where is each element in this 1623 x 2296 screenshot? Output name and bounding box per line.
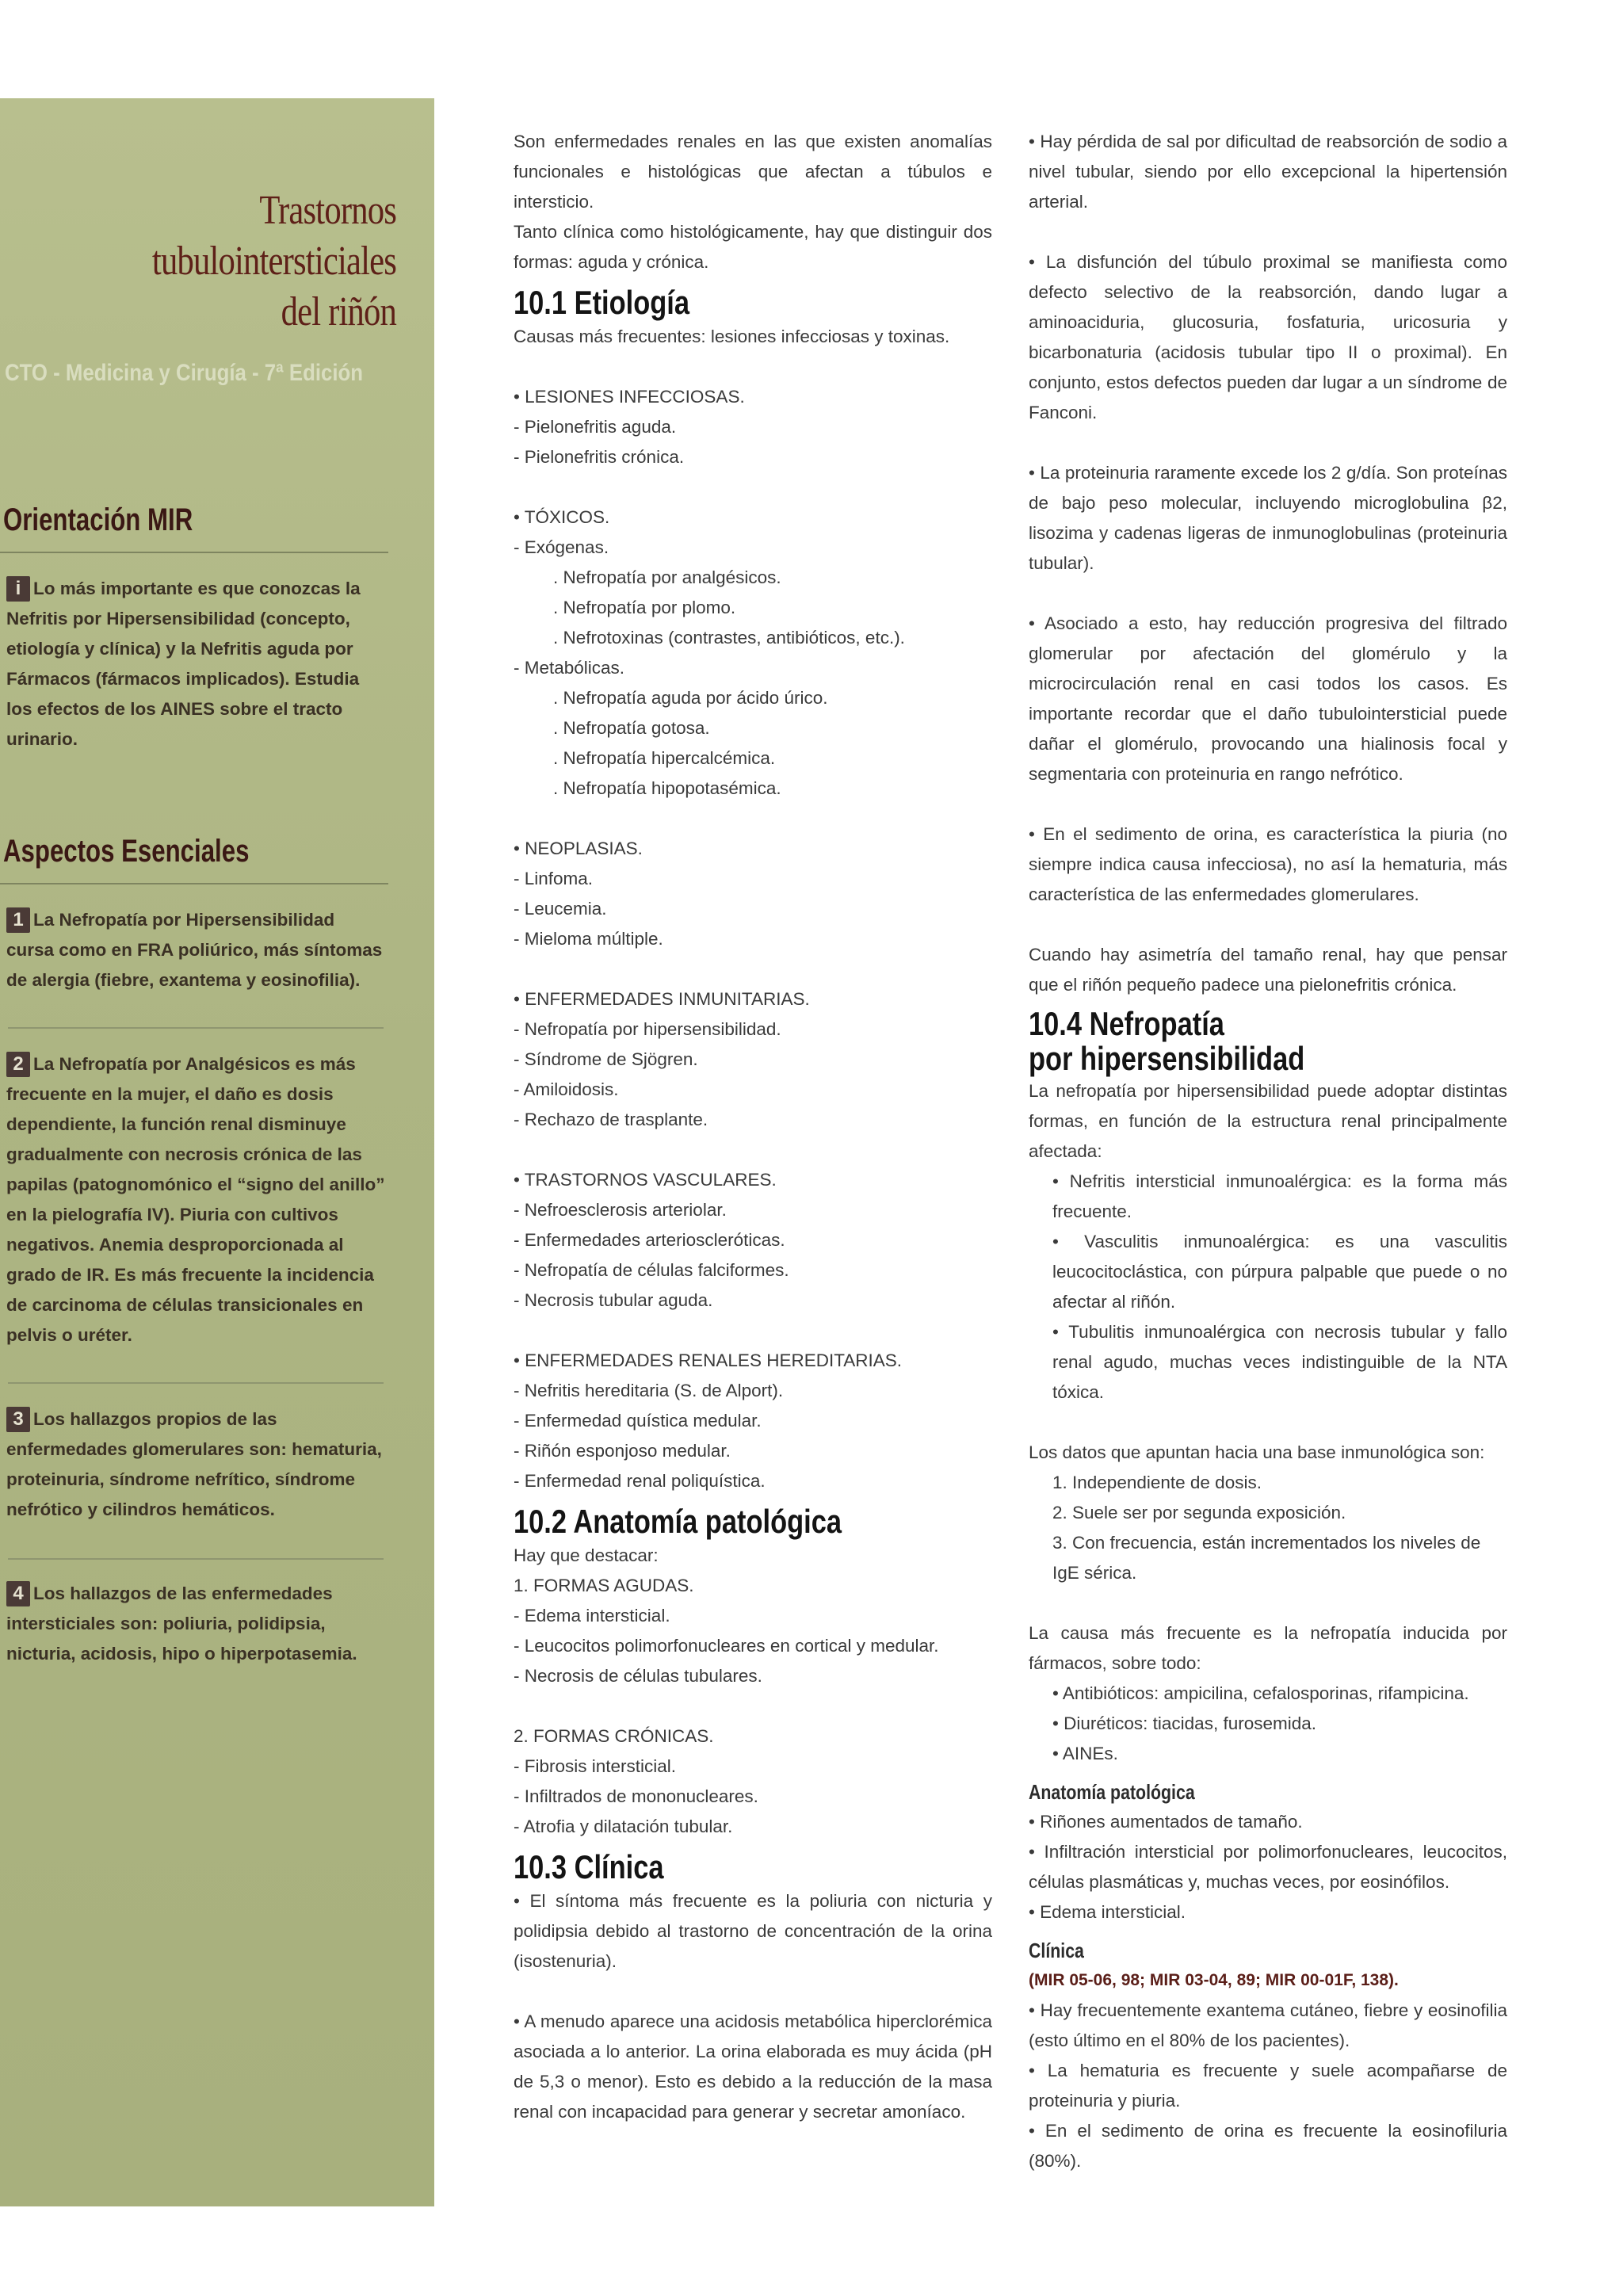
list-item: - Pielonefritis crónica. (514, 447, 685, 467)
essential-item (6, 905, 387, 995)
main-column-1 (514, 127, 992, 2127)
list-heading: • ENFERMEDADES INMUNITARIAS. (514, 989, 810, 1009)
list-item: - Riñón esponjoso medular. (514, 1441, 731, 1461)
list-item: - Mieloma múltiple. (514, 929, 663, 949)
list-heading: • NEOPLASIAS. (514, 839, 643, 858)
number-badge-icon: 4 (6, 1581, 30, 1606)
list-item: - Enfermedad quística medular. (514, 1411, 762, 1431)
list-item: • Nefritis intersticial inmunoalérgica: es la forma más frecuente. (1052, 1171, 1507, 1221)
paragraph: La causa más frecuente es la nefropatía inducida por fármacos, sobre todo: (1029, 1623, 1507, 1673)
essentials-rule (0, 883, 388, 884)
essential-item (6, 1049, 387, 1350)
section-heading-line: 10.4 Nefropatía (1029, 1005, 1224, 1042)
list-item: • Edema intersticial. (1029, 1902, 1186, 1922)
list-heading: • ENFERMEDADES RENALES HEREDITARIAS. (514, 1350, 903, 1370)
essentials-heading: Aspectos Esenciales (3, 834, 250, 869)
essential-text: La Nefropatía por Hipersensibilidad cursa como en FRA poliúrico, más síntomas de alergia (fiebre, exantema y eosinofilia). (6, 910, 383, 990)
list-heading: • LESIONES INFECCIOSAS. (514, 387, 745, 407)
main-column-2 (1029, 127, 1507, 2176)
intro-paragraph: Tanto clínica como histológicamente, hay que distinguir dos formas: aguda y crónica. (514, 222, 992, 272)
paragraph: • La proteinuria raramente excede los 2 g/día. Son proteínas de bajo peso molecular, incluyendo microglobulina β2, lisozima y cadenas ligeras de inmunoglobulinas (proteinuria tubular). (1029, 463, 1507, 573)
paragraph: • La disfunción del túbulo proximal se manifiesta como defecto selectivo de la reabsorción, dando lugar a aminoaciduria, glucosuria, fosfaturia, uricosuria y bicarbonaturia (acidosis tubular tipo II o proximal). En conjunto, estos defectos pueden dar lugar a un síndrome de Fanconi. (1029, 252, 1507, 422)
chapter-title-line1: Trastornos tubulointersticiales (151, 188, 396, 284)
causes-text: Causas más frecuentes: lesiones infecciosas y toxinas. (514, 327, 950, 346)
chapter-title-line2: del riñón (281, 289, 396, 334)
list-subitem: . Nefrotoxinas (contrastes, antibióticos, etc.). (553, 628, 905, 648)
subheading-anatomia: Anatomía patológica (1029, 1780, 1195, 1804)
list-subitem: . Nefropatía hipercalcémica. (553, 748, 776, 768)
paragraph: Los datos que apuntan hacia una base inmunológica son: (1029, 1442, 1485, 1462)
list-item: 2. Suele ser por segunda exposición. (1052, 1503, 1346, 1522)
number-badge-icon: 3 (6, 1407, 30, 1432)
essential-divider (8, 1027, 384, 1029)
essential-divider (8, 1558, 384, 1560)
section-heading-nefropatia (1029, 1007, 1421, 1076)
orientation-rule (0, 552, 388, 553)
list-item: - Linfoma. (514, 869, 594, 888)
list-subitem: . Nefropatía gotosa. (553, 718, 710, 738)
list-item: - Infiltrados de mononucleares. (514, 1786, 758, 1806)
section-heading-anatomia: 10.2 Anatomía patológica (514, 1503, 842, 1540)
list-item: - Leucocitos polimorfonucleares en cortical y medular. (514, 1636, 939, 1656)
info-badge-icon: i (6, 576, 30, 602)
list-item: - Enfermedad renal poliquística. (514, 1471, 766, 1491)
list-item: - Enfermedades arterioscleróticas. (514, 1230, 785, 1250)
chapter-sidebar (0, 98, 434, 2206)
book-subtitle: CTO - Medicina y Cirugía - 7ª Edición (5, 360, 364, 386)
orientation-body: Lo más importante es que conozcas la Nefritis por Hipersensibilidad (concepto, etiología y clínica) y la Nefritis aguda por Fármacos (fármacos implicados). Estudia los efectos de los AINES sobre el tracto urinario. (6, 579, 361, 749)
list-heading: 1. FORMAS AGUDAS. (514, 1576, 694, 1595)
paragraph: • Asociado a esto, hay reducción progresiva del filtrado glomerular por afectación del glomérulo y la microcirculación renal en casi todos los casos. Es importante recordar que el daño tubulointersticial puede dañar el glomérulo, provocando una hialinosis focal y segmentaria con proteinuria en rango nefrótico. (1029, 613, 1507, 784)
essential-text: Los hallazgos propios de las enfermedades glomerulares son: hematuria, proteinuria, síndrome nefrítico, síndrome nefrótico y cilindros hemáticos. (6, 1409, 382, 1519)
subheading-clinica: Clínica (1029, 1939, 1084, 1962)
list-item: - Nefropatía de células falciformes. (514, 1260, 789, 1280)
section-heading-clinica: 10.3 Clínica (514, 1848, 664, 1885)
essential-text: Los hallazgos de las enfermedades intersticiales son: poliuria, polidipsia, nicturia, acidosis, hipo o hiperpotasemia. (6, 1584, 357, 1664)
orientation-heading: Orientación MIR (3, 502, 193, 537)
essential-item (6, 1579, 387, 1669)
list-item: - Pielonefritis aguda. (514, 417, 677, 437)
number-badge-icon: 2 (6, 1052, 30, 1077)
paragraph: • A menudo aparece una acidosis metabólica hiperclorémica asociada a lo anterior. La orina elaborada es muy ácida (pH de 5,3 o menor). Esto es debido a la reducción de la masa renal con incapacidad para generar y secretar amoníaco. (514, 2011, 992, 2122)
list-item: - Edema intersticial. (514, 1606, 670, 1626)
list-item: - Necrosis de células tubulares. (514, 1666, 762, 1686)
list-subitem: . Nefropatía por analgésicos. (553, 567, 781, 587)
list-item: • Vasculitis inmunoalérgica: es una vasculitis leucocitoclástica, con púrpura palpable que puede o no afectar al riñón. (1052, 1232, 1507, 1312)
mir-reference: (MIR 05-06, 98; MIR 03-04, 89; MIR 00-01F, 138). (1029, 1971, 1399, 1989)
list-item: - Leucemia. (514, 899, 607, 919)
list-item: • Riñones aumentados de tamaño. (1029, 1812, 1303, 1832)
paragraph: Cuando hay asimetría del tamaño renal, hay que pensar que el riñón pequeño padece una pielonefritis crónica. (1029, 945, 1507, 995)
orientation-text (6, 574, 387, 755)
list-item: - Metabólicas. (514, 658, 625, 678)
section-heading-line: por hipersensibilidad (1029, 1040, 1305, 1077)
list-item: - Nefroesclerosis arteriolar. (514, 1200, 727, 1220)
list-heading: • TRASTORNOS VASCULARES. (514, 1170, 777, 1190)
list-item: • Tubulitis inmunoalérgica con necrosis tubular y fallo renal agudo, muchas veces indistinguible de la NTA tóxica. (1052, 1322, 1507, 1402)
chapter-title (97, 185, 396, 338)
paragraph: Hay que destacar: (514, 1545, 659, 1565)
essential-text: La Nefropatía por Analgésicos es más frecuente en la mujer, el daño es dosis dependiente, la función renal disminuye gradualmente con necrosis crónica de las papilas (patognomónico el “signo del anillo” en la pielografía IV). Piuria con cultivos negativos. Anemia desproporcionada al grado de IR. Es más frecuente la incidencia de carcinoma de células transicionales en pelvis o uréter. (6, 1054, 385, 1345)
list-item: • Hay frecuentemente exantema cutáneo, fiebre y eosinofilia (esto último en el 80% de los pacientes). (1029, 2000, 1507, 2050)
list-item: 1. Independiente de dosis. (1052, 1473, 1262, 1492)
essential-item (6, 1404, 387, 1525)
intro-paragraph: Son enfermedades renales en las que existen anomalías funcionales e histológicas que afectan a túbulos e intersticio. (514, 132, 992, 212)
list-item: • La hematuria es frecuente y suele acompañarse de proteinuria y piuria. (1029, 2061, 1507, 2111)
number-badge-icon: 1 (6, 907, 30, 933)
list-item: - Síndrome de Sjögren. (514, 1049, 698, 1069)
paragraph: • El síntoma más frecuente es la poliuria con nicturia y polidipsia debido al trastorno de concentración de la orina (isostenuria). (514, 1891, 992, 1971)
list-subitem: . Nefropatía aguda por ácido úrico. (553, 688, 828, 708)
list-item: • AINEs. (1052, 1744, 1118, 1763)
paragraph: • Hay pérdida de sal por dificultad de reabsorción de sodio a nivel tubular, siendo por ello excepcional la hipertensión arterial. (1029, 132, 1507, 212)
list-item: - Nefropatía por hipersensibilidad. (514, 1019, 781, 1039)
list-item: - Nefritis hereditaria (S. de Alport). (514, 1381, 784, 1400)
paragraph: • En el sedimento de orina, es característica la piuria (no siempre indica causa infecciosa), no así la hematuria, más característica de las enfermedades glomerulares. (1029, 824, 1507, 904)
list-item: • Diuréticos: tiacidas, furosemida. (1052, 1713, 1317, 1733)
section-heading-etiologia: 10.1 Etiología (514, 284, 690, 321)
list-item: • Antibióticos: ampicilina, cefalosporinas, rifampicina. (1052, 1683, 1469, 1703)
list-heading: • TÓXICOS. (514, 507, 610, 527)
list-item: • Infiltración intersticial por polimorfonucleares, leucocitos, células plasmáticas y, muchas veces, por eosinófilos. (1029, 1842, 1507, 1892)
list-item: - Exógenas. (514, 537, 609, 557)
list-item: - Rechazo de trasplante. (514, 1110, 708, 1129)
list-item: - Fibrosis intersticial. (514, 1756, 677, 1776)
list-subitem: . Nefropatía por plomo. (553, 598, 736, 617)
essential-divider (8, 1382, 384, 1384)
list-heading: 2. FORMAS CRÓNICAS. (514, 1726, 714, 1746)
list-item: - Amiloidosis. (514, 1079, 619, 1099)
list-item: 3. Con frecuencia, están incrementados los niveles de IgE sérica. (1052, 1533, 1481, 1583)
list-item: • En el sedimento de orina es frecuente la eosinofiluria (80%). (1029, 2121, 1507, 2171)
paragraph: La nefropatía por hipersensibilidad puede adoptar distintas formas, en función de la estructura renal principalmente afectada: (1029, 1081, 1507, 1161)
list-subitem: . Nefropatía hipopotasémica. (553, 778, 781, 798)
list-item: - Atrofia y dilatación tubular. (514, 1817, 733, 1836)
list-item: - Necrosis tubular aguda. (514, 1290, 713, 1310)
